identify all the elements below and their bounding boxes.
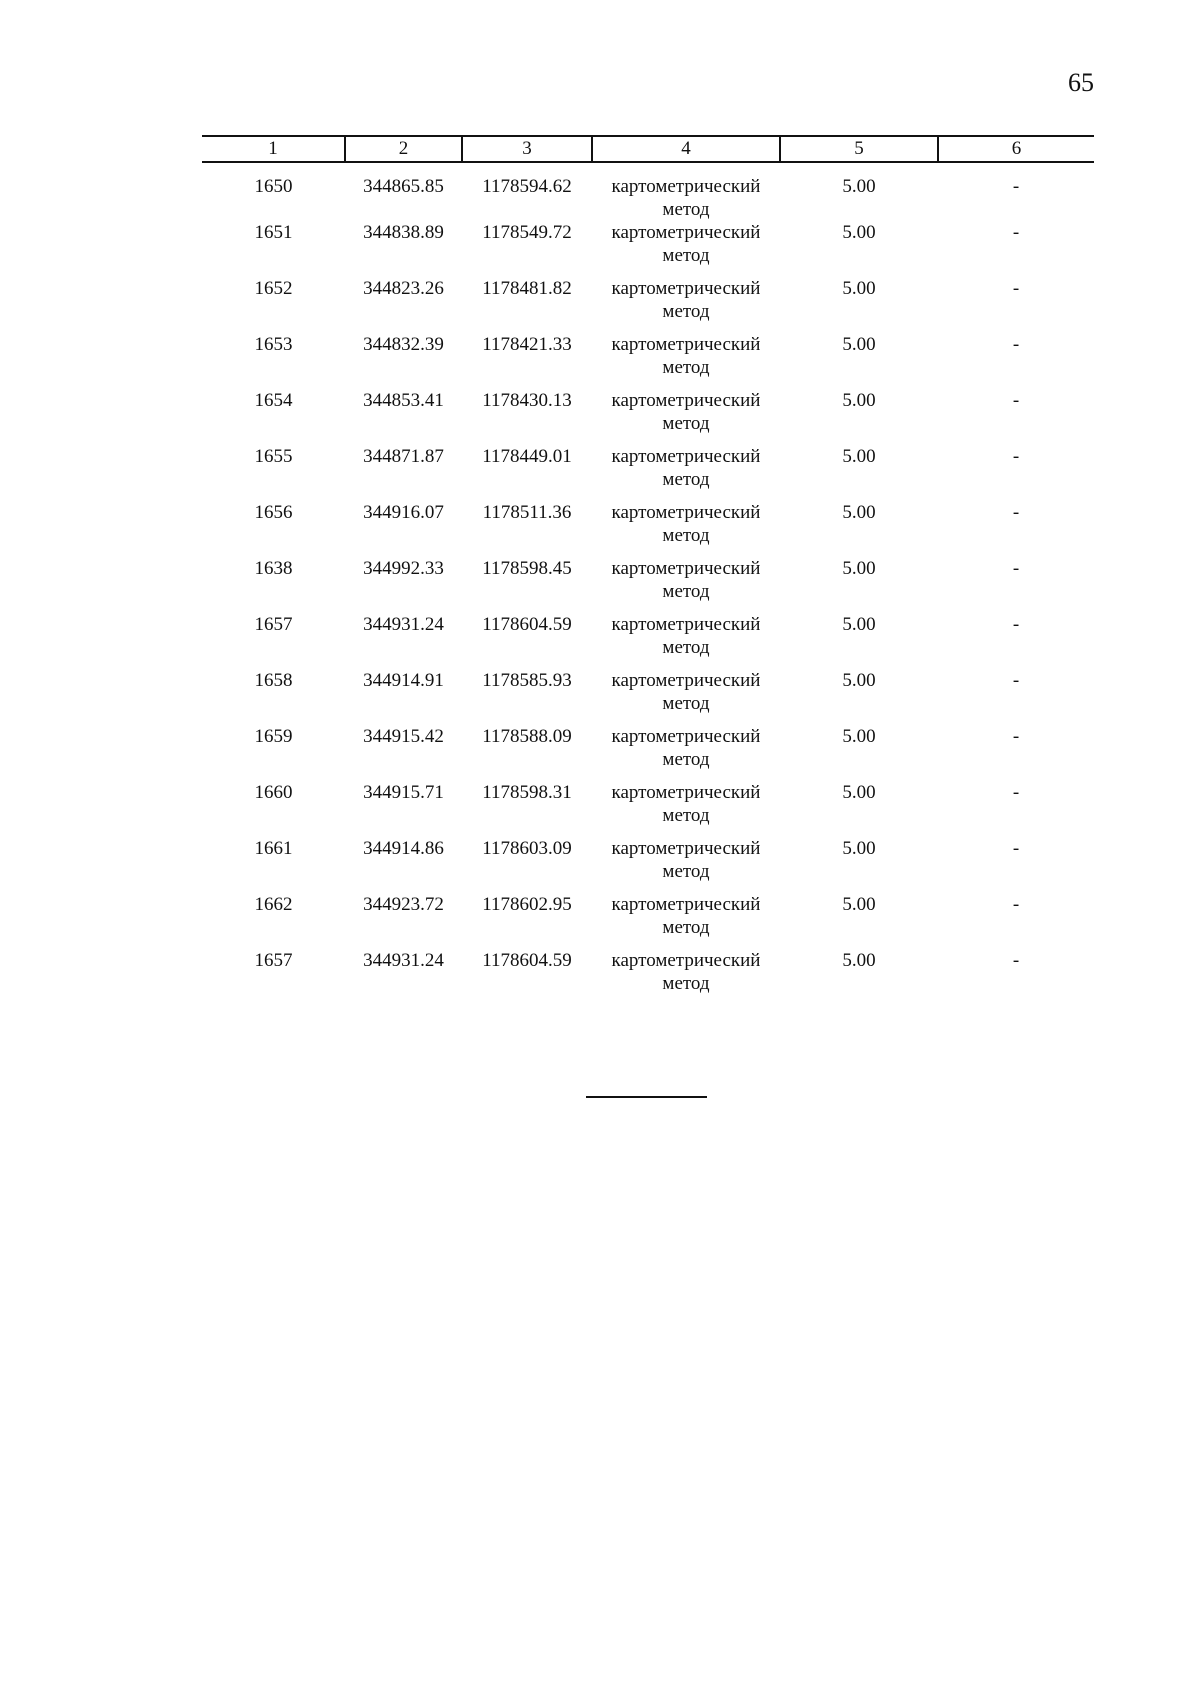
point-number-cell: 1662 (254, 894, 293, 915)
method-line-2: метод (662, 805, 710, 826)
y-coordinate-cell: 1178511.36 (482, 502, 572, 523)
table-row (202, 781, 1094, 837)
x-coordinate-cell: 344914.91 (363, 670, 444, 691)
table-row (202, 277, 1094, 333)
determination-method-cell (592, 613, 780, 669)
method-line-1: картометрический (611, 726, 761, 747)
header-row (202, 136, 1094, 162)
point-number-cell: 1657 (254, 950, 293, 971)
accuracy-cell: 5.00 (842, 446, 876, 467)
accuracy-cell: 5.00 (842, 670, 876, 691)
accuracy-cell: 5.00 (842, 782, 876, 803)
table-row (202, 837, 1094, 893)
method-line-2: метод (662, 199, 710, 220)
method-line-2: метод (662, 413, 710, 434)
determination-method-cell (592, 162, 780, 221)
description-cell: - (1012, 726, 1020, 747)
point-number-cell: 1653 (254, 334, 293, 355)
accuracy-cell: 5.00 (842, 838, 876, 859)
table-row (202, 557, 1094, 613)
method-line-1: картометрический (611, 176, 761, 197)
point-number-cell: 1652 (254, 278, 293, 299)
x-coordinate-cell: 344832.39 (363, 334, 444, 355)
column-header-3: 3 (462, 136, 592, 162)
column-header-6: 6 (938, 136, 1094, 162)
table-body (202, 162, 1094, 1005)
y-coordinate-cell: 1178598.31 (482, 782, 572, 803)
point-number-cell: 1650 (254, 176, 293, 197)
y-coordinate-cell: 1178585.93 (482, 670, 572, 691)
table-row (202, 725, 1094, 781)
determination-method-cell (592, 893, 780, 949)
description-cell: - (1012, 614, 1020, 635)
method-line-2: метод (662, 301, 710, 322)
y-coordinate-cell: 1178604.59 (482, 614, 572, 635)
description-cell: - (1012, 502, 1020, 523)
point-number-cell: 1654 (254, 390, 293, 411)
determination-method-cell (592, 277, 780, 333)
y-coordinate-cell: 1178430.13 (482, 390, 572, 411)
table-header (202, 136, 1094, 162)
method-line-1: картометрический (611, 390, 761, 411)
table-row (202, 162, 1094, 221)
determination-method-cell (592, 725, 780, 781)
determination-method-cell (592, 445, 780, 501)
y-coordinate-cell: 1178594.62 (482, 176, 572, 197)
column-header-2: 2 (345, 136, 462, 162)
method-line-2: метод (662, 525, 710, 546)
method-line-2: метод (662, 357, 710, 378)
table-row (202, 669, 1094, 725)
coordinates-table (202, 135, 1094, 1005)
column-header-5: 5 (780, 136, 938, 162)
point-number-cell: 1655 (254, 446, 293, 467)
point-number-cell: 1638 (254, 558, 293, 579)
point-number-cell: 1657 (254, 614, 293, 635)
method-line-1: картометрический (611, 446, 761, 467)
y-coordinate-cell: 1178603.09 (482, 838, 572, 859)
point-number-cell: 1660 (254, 782, 293, 803)
description-cell: - (1012, 558, 1020, 579)
x-coordinate-cell: 344916.07 (363, 502, 444, 523)
description-cell: - (1012, 176, 1020, 197)
x-coordinate-cell: 344915.71 (363, 782, 444, 803)
table-row (202, 613, 1094, 669)
x-coordinate-cell: 344931.24 (363, 950, 444, 971)
accuracy-cell: 5.00 (842, 334, 876, 355)
x-coordinate-cell: 344923.72 (363, 894, 444, 915)
method-line-1: картометрический (611, 502, 761, 523)
determination-method-cell (592, 501, 780, 557)
x-coordinate-cell: 344931.24 (363, 614, 444, 635)
description-cell: - (1012, 894, 1020, 915)
description-cell: - (1012, 782, 1020, 803)
column-header-1: 1 (202, 136, 345, 162)
x-coordinate-cell: 344992.33 (363, 558, 444, 579)
y-coordinate-cell: 1178549.72 (482, 222, 572, 243)
x-coordinate-cell: 344915.42 (363, 726, 444, 747)
x-coordinate-cell: 344853.41 (363, 390, 444, 411)
x-coordinate-cell: 344838.89 (363, 222, 444, 243)
accuracy-cell: 5.00 (842, 176, 876, 197)
accuracy-cell: 5.00 (842, 614, 876, 635)
accuracy-cell: 5.00 (842, 894, 876, 915)
method-line-1: картометрический (611, 614, 761, 635)
y-coordinate-cell: 1178449.01 (482, 446, 572, 467)
determination-method-cell (592, 389, 780, 445)
column-header-4: 4 (592, 136, 780, 162)
determination-method-cell (592, 333, 780, 389)
table-row (202, 221, 1094, 277)
point-number-cell: 1659 (254, 726, 293, 747)
description-cell: - (1012, 390, 1020, 411)
table-row (202, 333, 1094, 389)
determination-method-cell (592, 221, 780, 277)
description-cell: - (1012, 670, 1020, 691)
point-number-cell: 1651 (254, 222, 293, 243)
method-line-2: метод (662, 861, 710, 882)
x-coordinate-cell: 344823.26 (363, 278, 444, 299)
point-number-cell: 1658 (254, 670, 293, 691)
accuracy-cell: 5.00 (842, 502, 876, 523)
point-number-cell: 1661 (254, 838, 293, 859)
x-coordinate-cell: 344865.85 (363, 176, 444, 197)
accuracy-cell: 5.00 (842, 558, 876, 579)
method-line-2: метод (662, 917, 710, 938)
table-row (202, 445, 1094, 501)
method-line-2: метод (662, 693, 710, 714)
determination-method-cell (592, 557, 780, 613)
method-line-1: картометрический (611, 334, 761, 355)
method-line-1: картометрический (611, 558, 761, 579)
description-cell: - (1012, 334, 1020, 355)
method-line-1: картометрический (611, 894, 761, 915)
accuracy-cell: 5.00 (842, 222, 876, 243)
method-line-1: картометрический (611, 950, 761, 971)
method-line-2: метод (662, 581, 710, 602)
x-coordinate-cell: 344914.86 (363, 838, 444, 859)
end-of-table-rule (586, 1096, 707, 1098)
method-line-1: картометрический (611, 222, 761, 243)
determination-method-cell (592, 837, 780, 893)
determination-method-cell (592, 949, 780, 1005)
description-cell: - (1012, 222, 1020, 243)
method-line-2: метод (662, 469, 710, 490)
coordinates-table-wrapper (202, 135, 1094, 1005)
method-line-2: метод (662, 637, 710, 658)
method-line-2: метод (662, 973, 710, 994)
point-number-cell: 1656 (254, 502, 293, 523)
table-row (202, 501, 1094, 557)
accuracy-cell: 5.00 (842, 390, 876, 411)
table-row (202, 389, 1094, 445)
method-line-2: метод (662, 245, 710, 266)
method-line-1: картометрический (611, 838, 761, 859)
y-coordinate-cell: 1178481.82 (482, 278, 572, 299)
page-number: 65 (1068, 68, 1094, 97)
determination-method-cell (592, 781, 780, 837)
description-cell: - (1012, 446, 1020, 467)
method-line-1: картометрический (611, 782, 761, 803)
y-coordinate-cell: 1178421.33 (482, 334, 572, 355)
y-coordinate-cell: 1178602.95 (482, 894, 572, 915)
determination-method-cell (592, 669, 780, 725)
method-line-1: картометрический (611, 278, 761, 299)
x-coordinate-cell: 344871.87 (363, 446, 444, 467)
method-line-1: картометрический (611, 670, 761, 691)
accuracy-cell: 5.00 (842, 278, 876, 299)
method-line-2: метод (662, 749, 710, 770)
table-row (202, 893, 1094, 949)
y-coordinate-cell: 1178588.09 (482, 726, 572, 747)
y-coordinate-cell: 1178598.45 (482, 558, 572, 579)
accuracy-cell: 5.00 (842, 726, 876, 747)
description-cell: - (1012, 950, 1020, 971)
y-coordinate-cell: 1178604.59 (482, 950, 572, 971)
description-cell: - (1012, 278, 1020, 299)
table-row (202, 949, 1094, 1005)
accuracy-cell: 5.00 (842, 950, 876, 971)
description-cell: - (1012, 838, 1020, 859)
